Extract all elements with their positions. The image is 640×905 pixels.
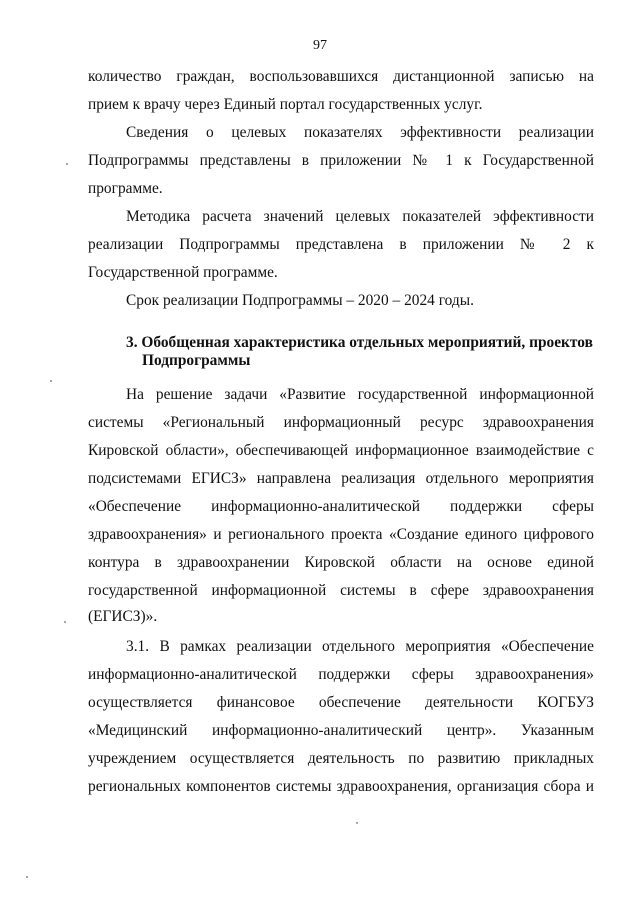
text-line: Кировской области», обеспечивающей информационное взаимодействие с — [88, 442, 594, 459]
text-line: системы «Региональный информационный ресурс здравоохранения — [88, 414, 594, 431]
section-heading: 3. Обобщенная характеристика отдельных мероприятий, проектов — [126, 334, 593, 351]
text-line: здравоохранения» и регионального проекта «Создание единого цифрового — [88, 526, 594, 543]
text-line: осуществляется финансовое обеспечение деятельности КОГБУЗ — [88, 694, 594, 711]
scan-speck — [64, 621, 66, 623]
scan-speck — [26, 876, 28, 878]
text-line: Сведения о целевых показателях эффективности реализации — [126, 124, 594, 141]
text-line: программе. — [88, 180, 163, 197]
text-line: На решение задачи «Развитие государственной информационной — [126, 386, 594, 403]
text-line: 3.1. В рамках реализации отдельного мероприятия «Обеспечение — [126, 638, 594, 655]
text-line: региональных компонентов системы здравоохранения, организация сбора и — [88, 778, 594, 795]
text-line: Методика расчета значений целевых показателей эффективности — [126, 208, 594, 225]
text-line: количество граждан, воспользовавшихся дистанционной записью на — [88, 68, 594, 85]
text-line: информационно-аналитической поддержки сферы здравоохранения» — [88, 666, 594, 683]
text-line: реализации Подпрограммы представлена в приложении № 2 к — [88, 236, 594, 253]
scan-speck — [50, 380, 52, 382]
text-line: Срок реализации Подпрограммы – 2020 – 2024 годы. — [126, 292, 474, 309]
text-line: Государственной программе. — [88, 264, 278, 281]
scan-speck — [66, 163, 68, 165]
text-line: государственной информационной системы в сфере здравоохранения — [88, 582, 594, 599]
scan-speck — [356, 822, 358, 824]
text-line: (ЕГИСЗ)». — [88, 608, 158, 625]
text-line: «Медицинский информационно-аналитический центр». Указанным — [88, 722, 594, 739]
text-line: подсистемами ЕГИСЗ» направлена реализация отдельного мероприятия — [88, 470, 594, 487]
section-heading: Подпрограммы — [142, 352, 251, 369]
page-number: 97 — [313, 38, 327, 53]
text-line: контура в здравоохранении Кировской области на основе единой — [88, 554, 594, 571]
text-line: прием к врачу через Единый портал государственных услуг. — [88, 96, 483, 113]
text-line: Подпрограммы представлены в приложении № 1 к Государственной — [88, 152, 594, 169]
text-line: учреждением осуществляется деятельность по развитию прикладных — [88, 750, 594, 767]
text-line: «Обеспечение информационно-аналитической поддержки сферы — [88, 498, 594, 515]
